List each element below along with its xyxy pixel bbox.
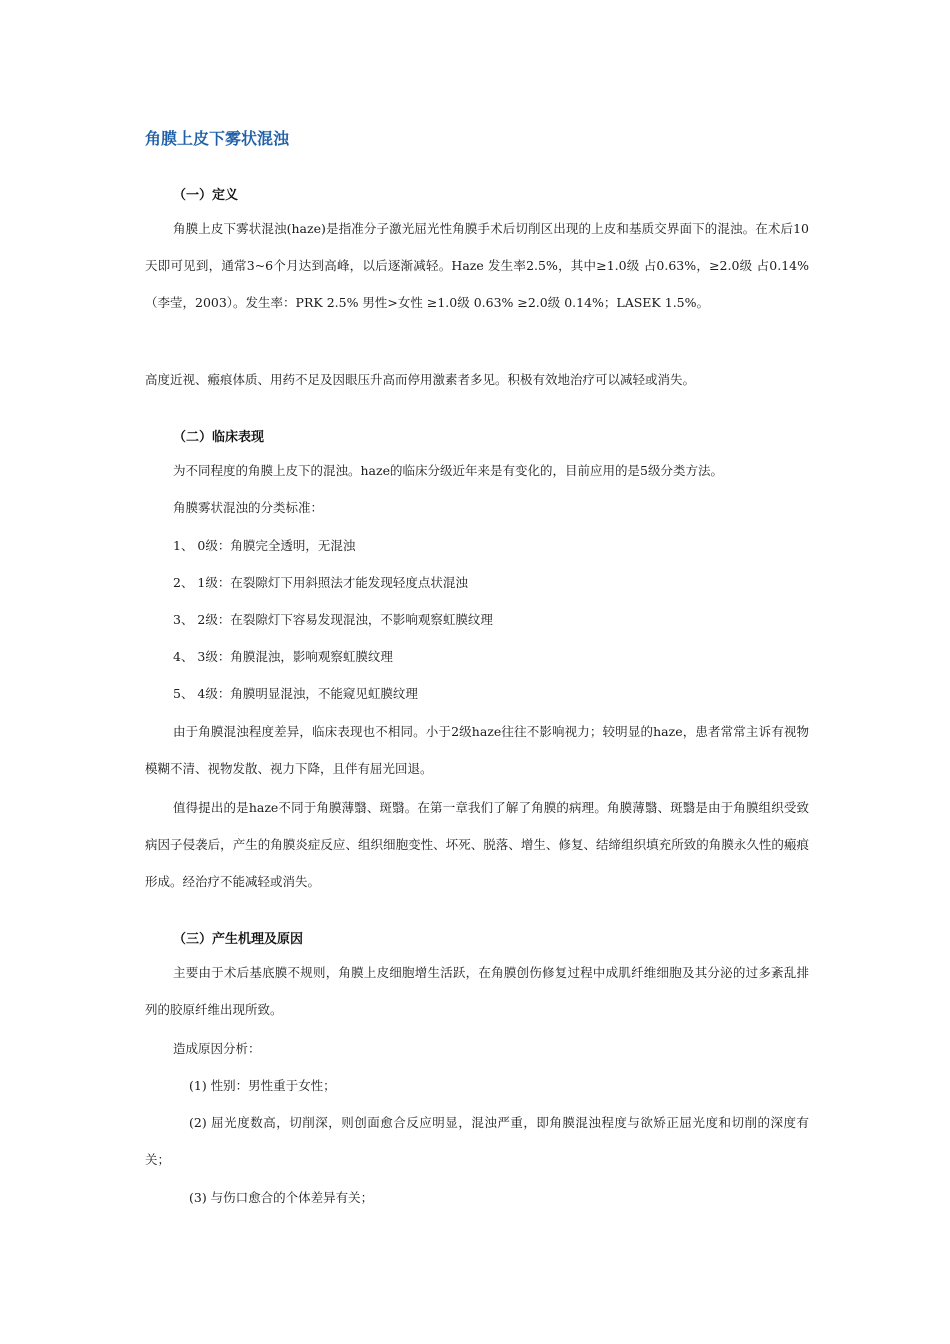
clinical-intro-paragraph: 为不同程度的角膜上皮下的混浊。haze的临床分级近年来是有变化的，目前应用的是5级分类方法。 [173,463,723,478]
mechanism-paragraph: 主要由于术后基底膜不规则，角膜上皮细胞增生活跃，在角膜创伤修复过程中成肌纤维细胞及其分泌的过多紊乱排列的胶原纤维出现所致。 [145,965,809,1017]
document-title: 角膜上皮下雾状混浊 [145,129,290,148]
clinical-difference-paragraph: 由于角膜混浊程度差异，临床表现也不相同。小于2级haze往往不影响视力；较明显的haze，患者常常主诉有视物模糊不清、视物发散、视力下降，且伴有屈光回退。 [145,724,809,776]
haze-vs-nebula-paragraph: 值得提出的是haze不同于角膜薄翳、斑翳。在第一章我们了解了角膜的病理。角膜薄翳、斑翳是由于角膜组织受致病因子侵袭后，产生的角膜炎症反应、组织细胞变性、坏死、脱落、增生、修复、结缔组织填充所致的角膜永久性的瘢痕形成。经治疗不能减轻或消失。 [145,800,809,889]
grade-item: 5、 4级：角膜明显混浊，不能窥见虹膜纹理 [173,686,418,701]
section-1-heading: （一）定义 [173,188,239,203]
cause-item: (3) 与伤口愈合的个体差异有关； [189,1190,374,1205]
cause-item: (1) 性别：男性重于女性； [189,1078,336,1093]
grade-item: 2、 1级：在裂隙灯下用斜照法才能发现轻度点状混浊 [173,575,468,590]
risk-factors-paragraph: 高度近视、瘢痕体质、用药不足及因眼压升高而停用激素者多见。积极有效地治疗可以减轻或消失。 [145,372,696,387]
grade-item: 4、 3级：角膜混浊，影响观察虹膜纹理 [173,649,393,664]
cause-analysis-intro: 造成原因分析： [173,1041,261,1056]
cause-item: (2) 屈光度数高，切削深，则创面愈合反应明显，混浊严重，即角膜混浊程度与欲矫正屈光度和切削的深度有关； [145,1115,809,1167]
definition-paragraph: 角膜上皮下雾状混浊(haze)是指准分子激光屈光性角膜手术后切削区出现的上皮和基质交界面下的混浊。在术后10天即可见到，通常3~6个月达到高峰，以后逐渐减轻。Haze 发生率2.5%，其中≥1.0级 占0.63%，≥2.0级 占0.14%（李莹，2003）。发生率：PRK 2.5% 男性>女性 ≥1.0级 0.63% ≥2.0级 0.14%；LASEK 1.5%。 [145,221,809,310]
classification-intro: 角膜雾状混浊的分类标准： [173,500,324,515]
grade-item: 3、 2级：在裂隙灯下容易发现混浊，不影响观察虹膜纹理 [173,612,493,627]
section-2-heading: （二）临床表现 [173,430,265,445]
section-3-heading: （三）产生机理及原因 [173,932,304,947]
grade-item: 1、 0级：角膜完全透明，无混浊 [173,538,356,553]
